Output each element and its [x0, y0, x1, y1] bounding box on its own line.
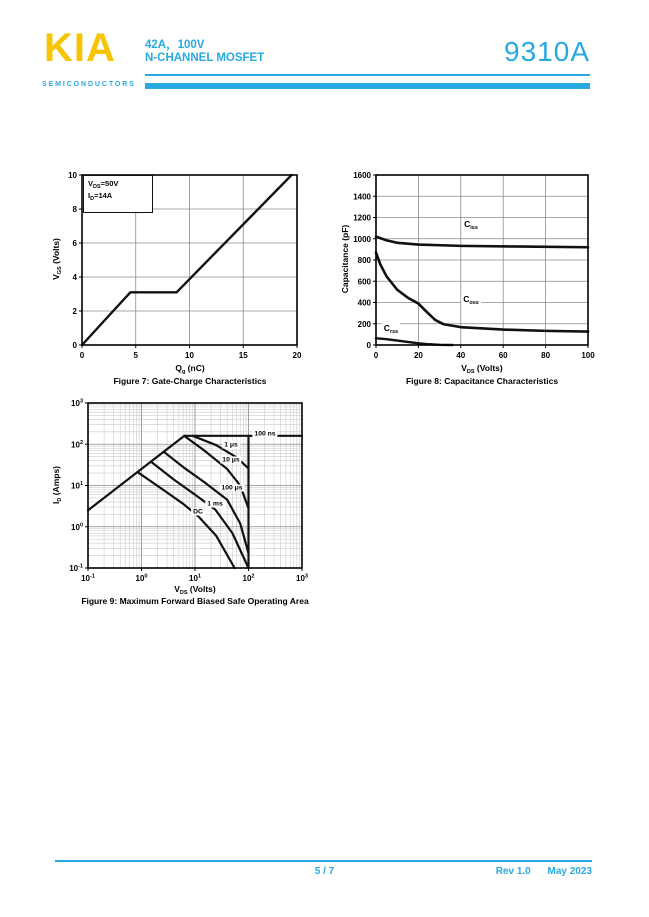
- svg-text:10: 10: [68, 171, 77, 180]
- fig7-caption: Figure 7: Gate-Charge Characteristics: [113, 376, 267, 386]
- svg-text:20: 20: [292, 351, 302, 360]
- fig8-x-axis-title: $V_{DS}$ (Volts): [461, 363, 503, 375]
- svg-text:8: 8: [72, 205, 77, 214]
- header-rule-thin: [145, 74, 590, 76]
- coss-curve-label: $C_{oss}$: [463, 294, 479, 306]
- svg-text:1400: 1400: [353, 192, 371, 202]
- svg-text:4: 4: [72, 273, 77, 282]
- header-rule-thick: [145, 83, 590, 89]
- svg-text:60: 60: [498, 351, 508, 360]
- fig9-x-axis-title: $V_{DS}$ (Volts): [174, 584, 216, 596]
- fig7-x-axis-title: $Q_g$ (nC): [175, 363, 205, 375]
- svg-text:0: 0: [373, 351, 379, 360]
- svg-text:20: 20: [413, 351, 423, 360]
- soa-label-100us: 100 μs: [221, 484, 243, 492]
- svg-text:102: $10^2$: [242, 573, 255, 583]
- svg-text:400: 400: [357, 298, 371, 308]
- svg-text:103: $10^3$: [296, 573, 308, 583]
- ciss-curve-label: $C_{iss}$: [464, 219, 478, 231]
- fig9-caption: Figure 9: Maximum Forward Biased Safe Operating Area: [81, 596, 309, 606]
- svg-text:10: 10: [185, 351, 194, 360]
- gate-charge-chart: [40, 165, 310, 363]
- crss-curve-label: $C_{rss}$: [383, 323, 399, 335]
- svg-text:1000: 1000: [353, 234, 371, 244]
- revision-info: [496, 866, 592, 877]
- svg-text:0: 0: [79, 351, 85, 360]
- svg-text:1600: 1600: [353, 171, 371, 180]
- condition-id: $I_D=14A$: [88, 191, 113, 202]
- condition-vds: $V_{DS}=50V$: [88, 179, 119, 190]
- svg-text:40: 40: [456, 351, 466, 360]
- svg-text:6: 6: [72, 239, 77, 248]
- svg-text:5: 5: [133, 351, 138, 360]
- svg-text:102: $10^2$: [71, 439, 83, 450]
- kia-logo: KIA: [44, 26, 116, 70]
- part-number: 9310A: [504, 36, 590, 67]
- svg-text:101: $10^1$: [71, 481, 83, 491]
- svg-text:80: 80: [541, 351, 551, 360]
- svg-text:2: 2: [72, 307, 77, 316]
- svg-text:103: $10^3$: [71, 398, 83, 408]
- svg-text:600: 600: [357, 277, 371, 287]
- soa-label-1us: 1 μs: [224, 441, 238, 449]
- page-indicator: 5 / 7: [314, 866, 335, 877]
- svg-text:1200: 1200: [353, 213, 371, 223]
- soa-chart: [48, 395, 324, 596]
- svg-text:800: 800: [357, 256, 371, 265]
- rating-line: 42A，100V: [145, 39, 205, 51]
- footer-rule: [55, 860, 592, 862]
- logo-subtext: SEMICONDUCTORS: [42, 81, 136, 88]
- svg-text:100: $10^0$: [71, 522, 83, 532]
- fig8-caption: Figure 8: Capacitance Characteristics: [405, 376, 559, 386]
- fig7-y-axis-title: $V_{GS}$ (Volts): [51, 238, 63, 280]
- fig9-y-axis-title: $I_D$ (Amps): [51, 466, 63, 504]
- svg-text:15: 15: [238, 351, 248, 360]
- device-type: N-CHANNEL MOSFET: [145, 52, 265, 64]
- svg-text:10-1: $10^{-1}$: [69, 563, 83, 573]
- soa-label-10us: 10 μs: [222, 456, 240, 464]
- svg-text:101: $10^1$: [189, 573, 201, 583]
- revision-date: May 2023: [547, 866, 592, 877]
- soa-label-100ns: 100 ns: [254, 430, 276, 438]
- soa-label-1ms: 1 ms: [207, 500, 223, 508]
- svg-text:0: 0: [366, 341, 371, 350]
- capacitance-chart: [330, 165, 600, 363]
- svg-text:10-1: $10^{-1}$: [81, 573, 95, 583]
- svg-text:100: $10^0$: [135, 573, 148, 583]
- svg-text:0: 0: [72, 341, 77, 350]
- gate-charge-conditions: [83, 175, 153, 213]
- svg-text:100: 100: [581, 351, 595, 360]
- revision: Rev 1.0: [495, 866, 531, 877]
- svg-text:200: 200: [357, 319, 371, 329]
- soa-label-dc: DC: [193, 508, 203, 516]
- fig8-y-axis-title: Capacitance (pF): [340, 224, 350, 294]
